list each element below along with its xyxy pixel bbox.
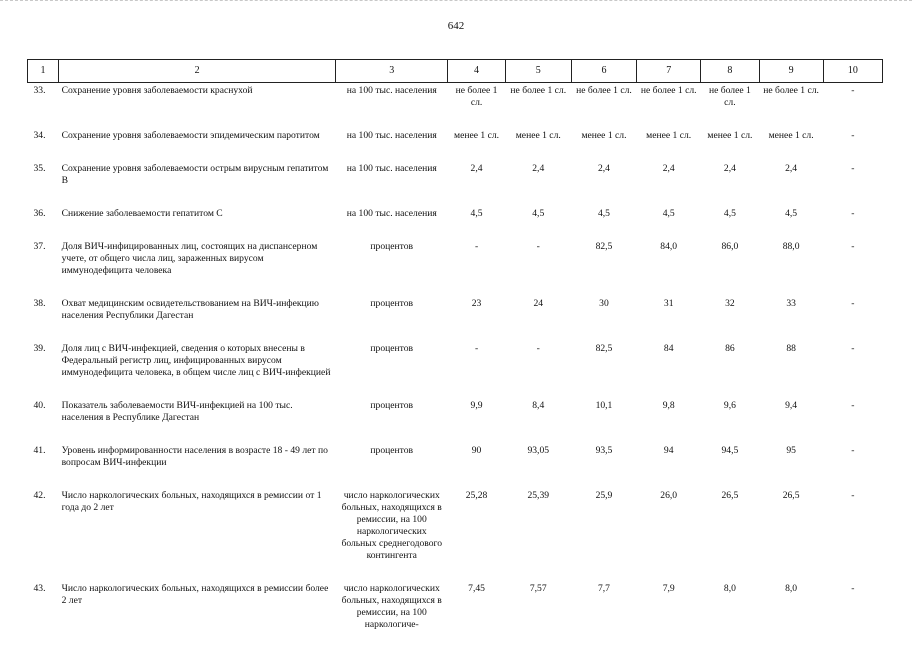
value-col-9: не более 1 сл. (759, 83, 823, 124)
value-col-10: - (823, 234, 882, 291)
value-col-4: не более 1 сл. (448, 83, 505, 124)
row-number: 42. (28, 483, 59, 576)
value-col-8: 94,5 (701, 438, 759, 483)
value-col-10: - (823, 483, 882, 576)
table-row (28, 201, 883, 234)
value-col-7: 84,0 (637, 234, 701, 291)
unit-of-measure: на 100 тыс. населения (336, 201, 448, 234)
value-col-9: 95 (759, 438, 823, 483)
value-col-9: 8,0 (759, 576, 823, 645)
header-row (28, 60, 883, 83)
table-row (28, 291, 883, 336)
row-number: 34. (28, 123, 59, 156)
header-col-9: 9 (759, 60, 823, 83)
table-row (28, 83, 883, 124)
value-col-10: - (823, 576, 882, 645)
value-col-7: 7,9 (637, 576, 701, 645)
value-col-5: - (505, 336, 571, 393)
unit-of-measure: на 100 тыс. населения (336, 156, 448, 201)
value-col-6: 10,1 (571, 393, 636, 438)
page-number: 642 (0, 20, 912, 32)
unit-of-measure: процентов (336, 438, 448, 483)
indicator-name: Сохранение уровня заболеваемости эпидемическим паротитом (59, 123, 336, 156)
indicator-name: Сохранение уровня заболеваемости острым вирусным гепатитом В (59, 156, 336, 201)
indicator-name: Доля лиц с ВИЧ-инфекцией, сведения о которых внесены в Федеральный регистр лиц, инфицированных вирусом иммунодефицита человека, в общем числе лиц с ВИЧ-инфекцией (59, 336, 336, 393)
value-col-7: 26,0 (637, 483, 701, 576)
unit-of-measure: процентов (336, 234, 448, 291)
unit-of-measure: процентов (336, 291, 448, 336)
value-col-9: 2,4 (759, 156, 823, 201)
value-col-10: - (823, 201, 882, 234)
unit-of-measure: процентов (336, 336, 448, 393)
value-col-5: 25,39 (505, 483, 571, 576)
table-body (28, 83, 883, 645)
value-col-8: 86,0 (701, 234, 759, 291)
value-col-9: 4,5 (759, 201, 823, 234)
value-col-8: 26,5 (701, 483, 759, 576)
value-col-5: менее 1 сл. (505, 123, 571, 156)
value-col-5: 8,4 (505, 393, 571, 438)
indicator-name: Доля ВИЧ-инфицированных лиц, состоящих на диспансерном учете, от общего числа лиц, зараженных вирусом иммунодефицита человека (59, 234, 336, 291)
value-col-4: 7,45 (448, 576, 505, 645)
value-col-8: 4,5 (701, 201, 759, 234)
value-col-8: менее 1 сл. (701, 123, 759, 156)
value-col-8: 86 (701, 336, 759, 393)
indicator-name: Число наркологических больных, находящихся в ремиссии от 1 года до 2 лет (59, 483, 336, 576)
value-col-6: 4,5 (571, 201, 636, 234)
value-col-8: 9,6 (701, 393, 759, 438)
value-col-7: 2,4 (637, 156, 701, 201)
value-col-4: 23 (448, 291, 505, 336)
table-row (28, 123, 883, 156)
value-col-4: 25,28 (448, 483, 505, 576)
indicator-name: Охват медицинским освидетельствованием на ВИЧ-инфекцию населения Республики Дагестан (59, 291, 336, 336)
header-col-5: 5 (505, 60, 571, 83)
header-col-2: 2 (59, 60, 336, 83)
value-col-10: - (823, 291, 882, 336)
value-col-4: - (448, 234, 505, 291)
unit-of-measure: на 100 тыс. населения (336, 123, 448, 156)
value-col-10: - (823, 438, 882, 483)
header-col-4: 4 (448, 60, 505, 83)
row-number: 38. (28, 291, 59, 336)
value-col-6: 7,7 (571, 576, 636, 645)
value-col-6: 93,5 (571, 438, 636, 483)
value-col-10: - (823, 123, 882, 156)
indicators-table (27, 59, 883, 645)
table-row (28, 393, 883, 438)
value-col-6: 25,9 (571, 483, 636, 576)
value-col-10: - (823, 336, 882, 393)
header-col-3: 3 (336, 60, 448, 83)
unit-of-measure: процентов (336, 393, 448, 438)
value-col-7: менее 1 сл. (637, 123, 701, 156)
header-col-1: 1 (28, 60, 59, 83)
value-col-6: 30 (571, 291, 636, 336)
value-col-8: 2,4 (701, 156, 759, 201)
header-col-7: 7 (637, 60, 701, 83)
table-row (28, 483, 883, 576)
value-col-10: - (823, 83, 882, 124)
value-col-4: менее 1 сл. (448, 123, 505, 156)
indicator-name: Число наркологических больных, находящихся в ремиссии более 2 лет (59, 576, 336, 645)
value-col-6: 82,5 (571, 234, 636, 291)
value-col-5: 93,05 (505, 438, 571, 483)
header-col-6: 6 (571, 60, 636, 83)
value-col-6: менее 1 сл. (571, 123, 636, 156)
value-col-9: 88,0 (759, 234, 823, 291)
value-col-9: 88 (759, 336, 823, 393)
row-number: 41. (28, 438, 59, 483)
row-number: 43. (28, 576, 59, 645)
value-col-5: - (505, 234, 571, 291)
value-col-5: 7,57 (505, 576, 571, 645)
value-col-6: 2,4 (571, 156, 636, 201)
value-col-9: 9,4 (759, 393, 823, 438)
value-col-8: 32 (701, 291, 759, 336)
table-row (28, 576, 883, 645)
header-col-8: 8 (701, 60, 759, 83)
value-col-5: 2,4 (505, 156, 571, 201)
value-col-6: 82,5 (571, 336, 636, 393)
value-col-5: 4,5 (505, 201, 571, 234)
row-number: 39. (28, 336, 59, 393)
value-col-8: не более 1 сл. (701, 83, 759, 124)
value-col-6: не более 1 сл. (571, 83, 636, 124)
value-col-7: 4,5 (637, 201, 701, 234)
value-col-7: 94 (637, 438, 701, 483)
row-number: 36. (28, 201, 59, 234)
top-rule (0, 0, 912, 2)
value-col-9: 33 (759, 291, 823, 336)
table-row (28, 336, 883, 393)
table-row (28, 234, 883, 291)
header-col-10: 10 (823, 60, 882, 83)
value-col-7: 84 (637, 336, 701, 393)
unit-of-measure: число наркологических больных, находящихся в ремиссии, на 100 наркологических больных среднегодового контингента (336, 483, 448, 576)
row-number: 37. (28, 234, 59, 291)
value-col-9: менее 1 сл. (759, 123, 823, 156)
value-col-7: 31 (637, 291, 701, 336)
value-col-5: не более 1 сл. (505, 83, 571, 124)
value-col-9: 26,5 (759, 483, 823, 576)
value-col-4: 9,9 (448, 393, 505, 438)
unit-of-measure: на 100 тыс. населения (336, 83, 448, 124)
value-col-7: 9,8 (637, 393, 701, 438)
unit-of-measure: число наркологических больных, находящихся в ремиссии, на 100 наркологиче- (336, 576, 448, 645)
indicator-name: Уровень информированности населения в возрасте 18 - 49 лет по вопросам ВИЧ-инфекции (59, 438, 336, 483)
table-row (28, 156, 883, 201)
row-number: 35. (28, 156, 59, 201)
value-col-4: - (448, 336, 505, 393)
indicator-name: Показатель заболеваемости ВИЧ-инфекцией на 100 тыс. населения в Республике Дагестан (59, 393, 336, 438)
indicator-name: Снижение заболеваемости гепатитом С (59, 201, 336, 234)
value-col-10: - (823, 156, 882, 201)
indicator-name: Сохранение уровня заболеваемости краснухой (59, 83, 336, 124)
value-col-4: 2,4 (448, 156, 505, 201)
value-col-4: 90 (448, 438, 505, 483)
value-col-8: 8,0 (701, 576, 759, 645)
value-col-4: 4,5 (448, 201, 505, 234)
value-col-5: 24 (505, 291, 571, 336)
row-number: 40. (28, 393, 59, 438)
value-col-10: - (823, 393, 882, 438)
row-number: 33. (28, 83, 59, 124)
value-col-7: не более 1 сл. (637, 83, 701, 124)
table-row (28, 438, 883, 483)
